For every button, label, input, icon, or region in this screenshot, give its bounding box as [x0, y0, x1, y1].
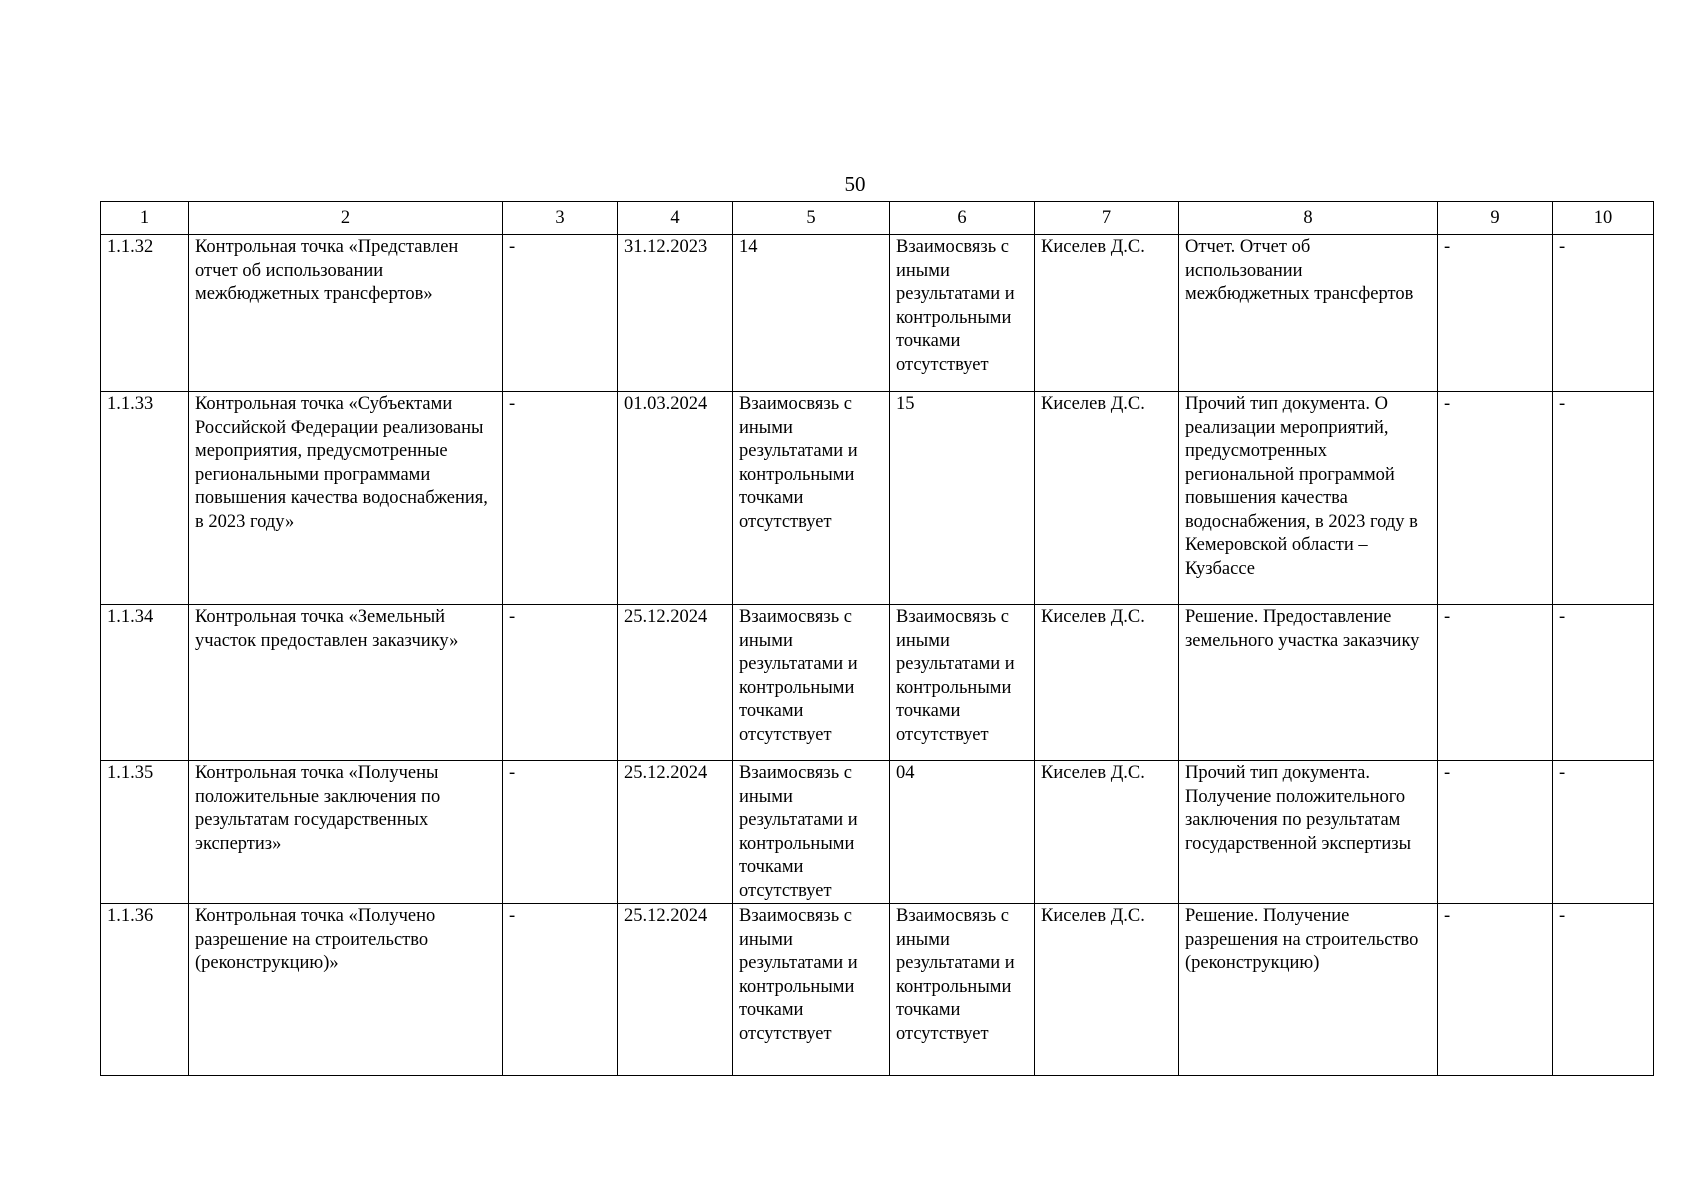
document-description: Прочий тип документа. О реализации мероприятий, предусмотренных региональной программой повышения качества водоснабжения, в 2023 году в Кемеровской области – Кузбассе — [1179, 392, 1438, 605]
successor-link: Взаимосвязь с иными результатами и контрольными точками отсутствует — [890, 235, 1035, 392]
column-header: 8 — [1179, 202, 1438, 235]
responsible-person: Киселев Д.С. — [1035, 904, 1179, 1076]
due-date: 25.12.2024 — [618, 761, 733, 904]
column-header: 1 — [101, 202, 189, 235]
column-header: 2 — [189, 202, 503, 235]
responsible-person: Киселев Д.С. — [1035, 761, 1179, 904]
column-header: 5 — [733, 202, 890, 235]
successor-link: 15 — [890, 392, 1035, 605]
control-point-name: Контрольная точка «Получено разрешение на строительство (реконструкцию)» — [189, 904, 503, 1076]
control-point-name: Контрольная точка «Субъектами Российской Федерации реализованы мероприятия, предусмотренные региональными программами повышения качества водоснабжения, в 2023 году» — [189, 392, 503, 605]
document-description: Отчет. Отчет об использовании межбюджетных трансфертов — [1179, 235, 1438, 392]
predecessor-link: 14 — [733, 235, 890, 392]
control-point-name: Контрольная точка «Получены положительные заключения по результатам государственных экспертиз» — [189, 761, 503, 904]
document-description: Решение. Получение разрешения на строительство (реконструкцию) — [1179, 904, 1438, 1076]
page-number: 50 — [844, 172, 866, 196]
predecessor-link: Взаимосвязь с иными результатами и контрольными точками отсутствует — [733, 761, 890, 904]
column-header: 6 — [890, 202, 1035, 235]
control-point-name: Контрольная точка «Земельный участок предоставлен заказчику» — [189, 605, 503, 761]
col9-value: - — [1438, 761, 1553, 904]
predecessor-link: Взаимосвязь с иными результатами и контрольными точками отсутствует — [733, 392, 890, 605]
column-header: 7 — [1035, 202, 1179, 235]
document-description: Решение. Предоставление земельного участка заказчику — [1179, 605, 1438, 761]
table-row — [101, 904, 1654, 1076]
col9-value: - — [1438, 392, 1553, 605]
row-number: 1.1.32 — [101, 235, 189, 392]
col10-value: - — [1553, 392, 1654, 605]
column-header: 10 — [1553, 202, 1654, 235]
control-points-table — [100, 201, 1654, 1076]
row-number: 1.1.35 — [101, 761, 189, 904]
col3-value: - — [503, 605, 618, 761]
due-date: 25.12.2024 — [618, 904, 733, 1076]
col9-value: - — [1438, 235, 1553, 392]
column-header: 3 — [503, 202, 618, 235]
col9-value: - — [1438, 904, 1553, 1076]
responsible-person: Киселев Д.С. — [1035, 235, 1179, 392]
col3-value: - — [503, 761, 618, 904]
table-row — [101, 761, 1654, 904]
successor-link: Взаимосвязь с иными результатами и контрольными точками отсутствует — [890, 904, 1035, 1076]
due-date: 31.12.2023 — [618, 235, 733, 392]
document-description: Прочий тип документа. Получение положительного заключения по результатам государственной экспертизы — [1179, 761, 1438, 904]
responsible-person: Киселев Д.С. — [1035, 605, 1179, 761]
due-date: 25.12.2024 — [618, 605, 733, 761]
col10-value: - — [1553, 904, 1654, 1076]
table-row — [101, 392, 1654, 605]
col3-value: - — [503, 235, 618, 392]
row-number: 1.1.34 — [101, 605, 189, 761]
row-number: 1.1.33 — [101, 392, 189, 605]
col9-value: - — [1438, 605, 1553, 761]
predecessor-link: Взаимосвязь с иными результатами и контрольными точками отсутствует — [733, 904, 890, 1076]
column-header: 9 — [1438, 202, 1553, 235]
table-header — [101, 202, 1654, 235]
header-row — [101, 202, 1654, 235]
row-number: 1.1.36 — [101, 904, 189, 1076]
due-date: 01.03.2024 — [618, 392, 733, 605]
col3-value: - — [503, 392, 618, 605]
col10-value: - — [1553, 605, 1654, 761]
table-row — [101, 605, 1654, 761]
table-row — [101, 235, 1654, 392]
col10-value: - — [1553, 235, 1654, 392]
predecessor-link: Взаимосвязь с иными результатами и контрольными точками отсутствует — [733, 605, 890, 761]
column-header: 4 — [618, 202, 733, 235]
control-point-name: Контрольная точка «Представлен отчет об использовании межбюджетных трансфертов» — [189, 235, 503, 392]
col10-value: - — [1553, 761, 1654, 904]
responsible-person: Киселев Д.С. — [1035, 392, 1179, 605]
table-body — [101, 235, 1654, 1076]
successor-link: Взаимосвязь с иными результатами и контрольными точками отсутствует — [890, 605, 1035, 761]
col3-value: - — [503, 904, 618, 1076]
successor-link: 04 — [890, 761, 1035, 904]
